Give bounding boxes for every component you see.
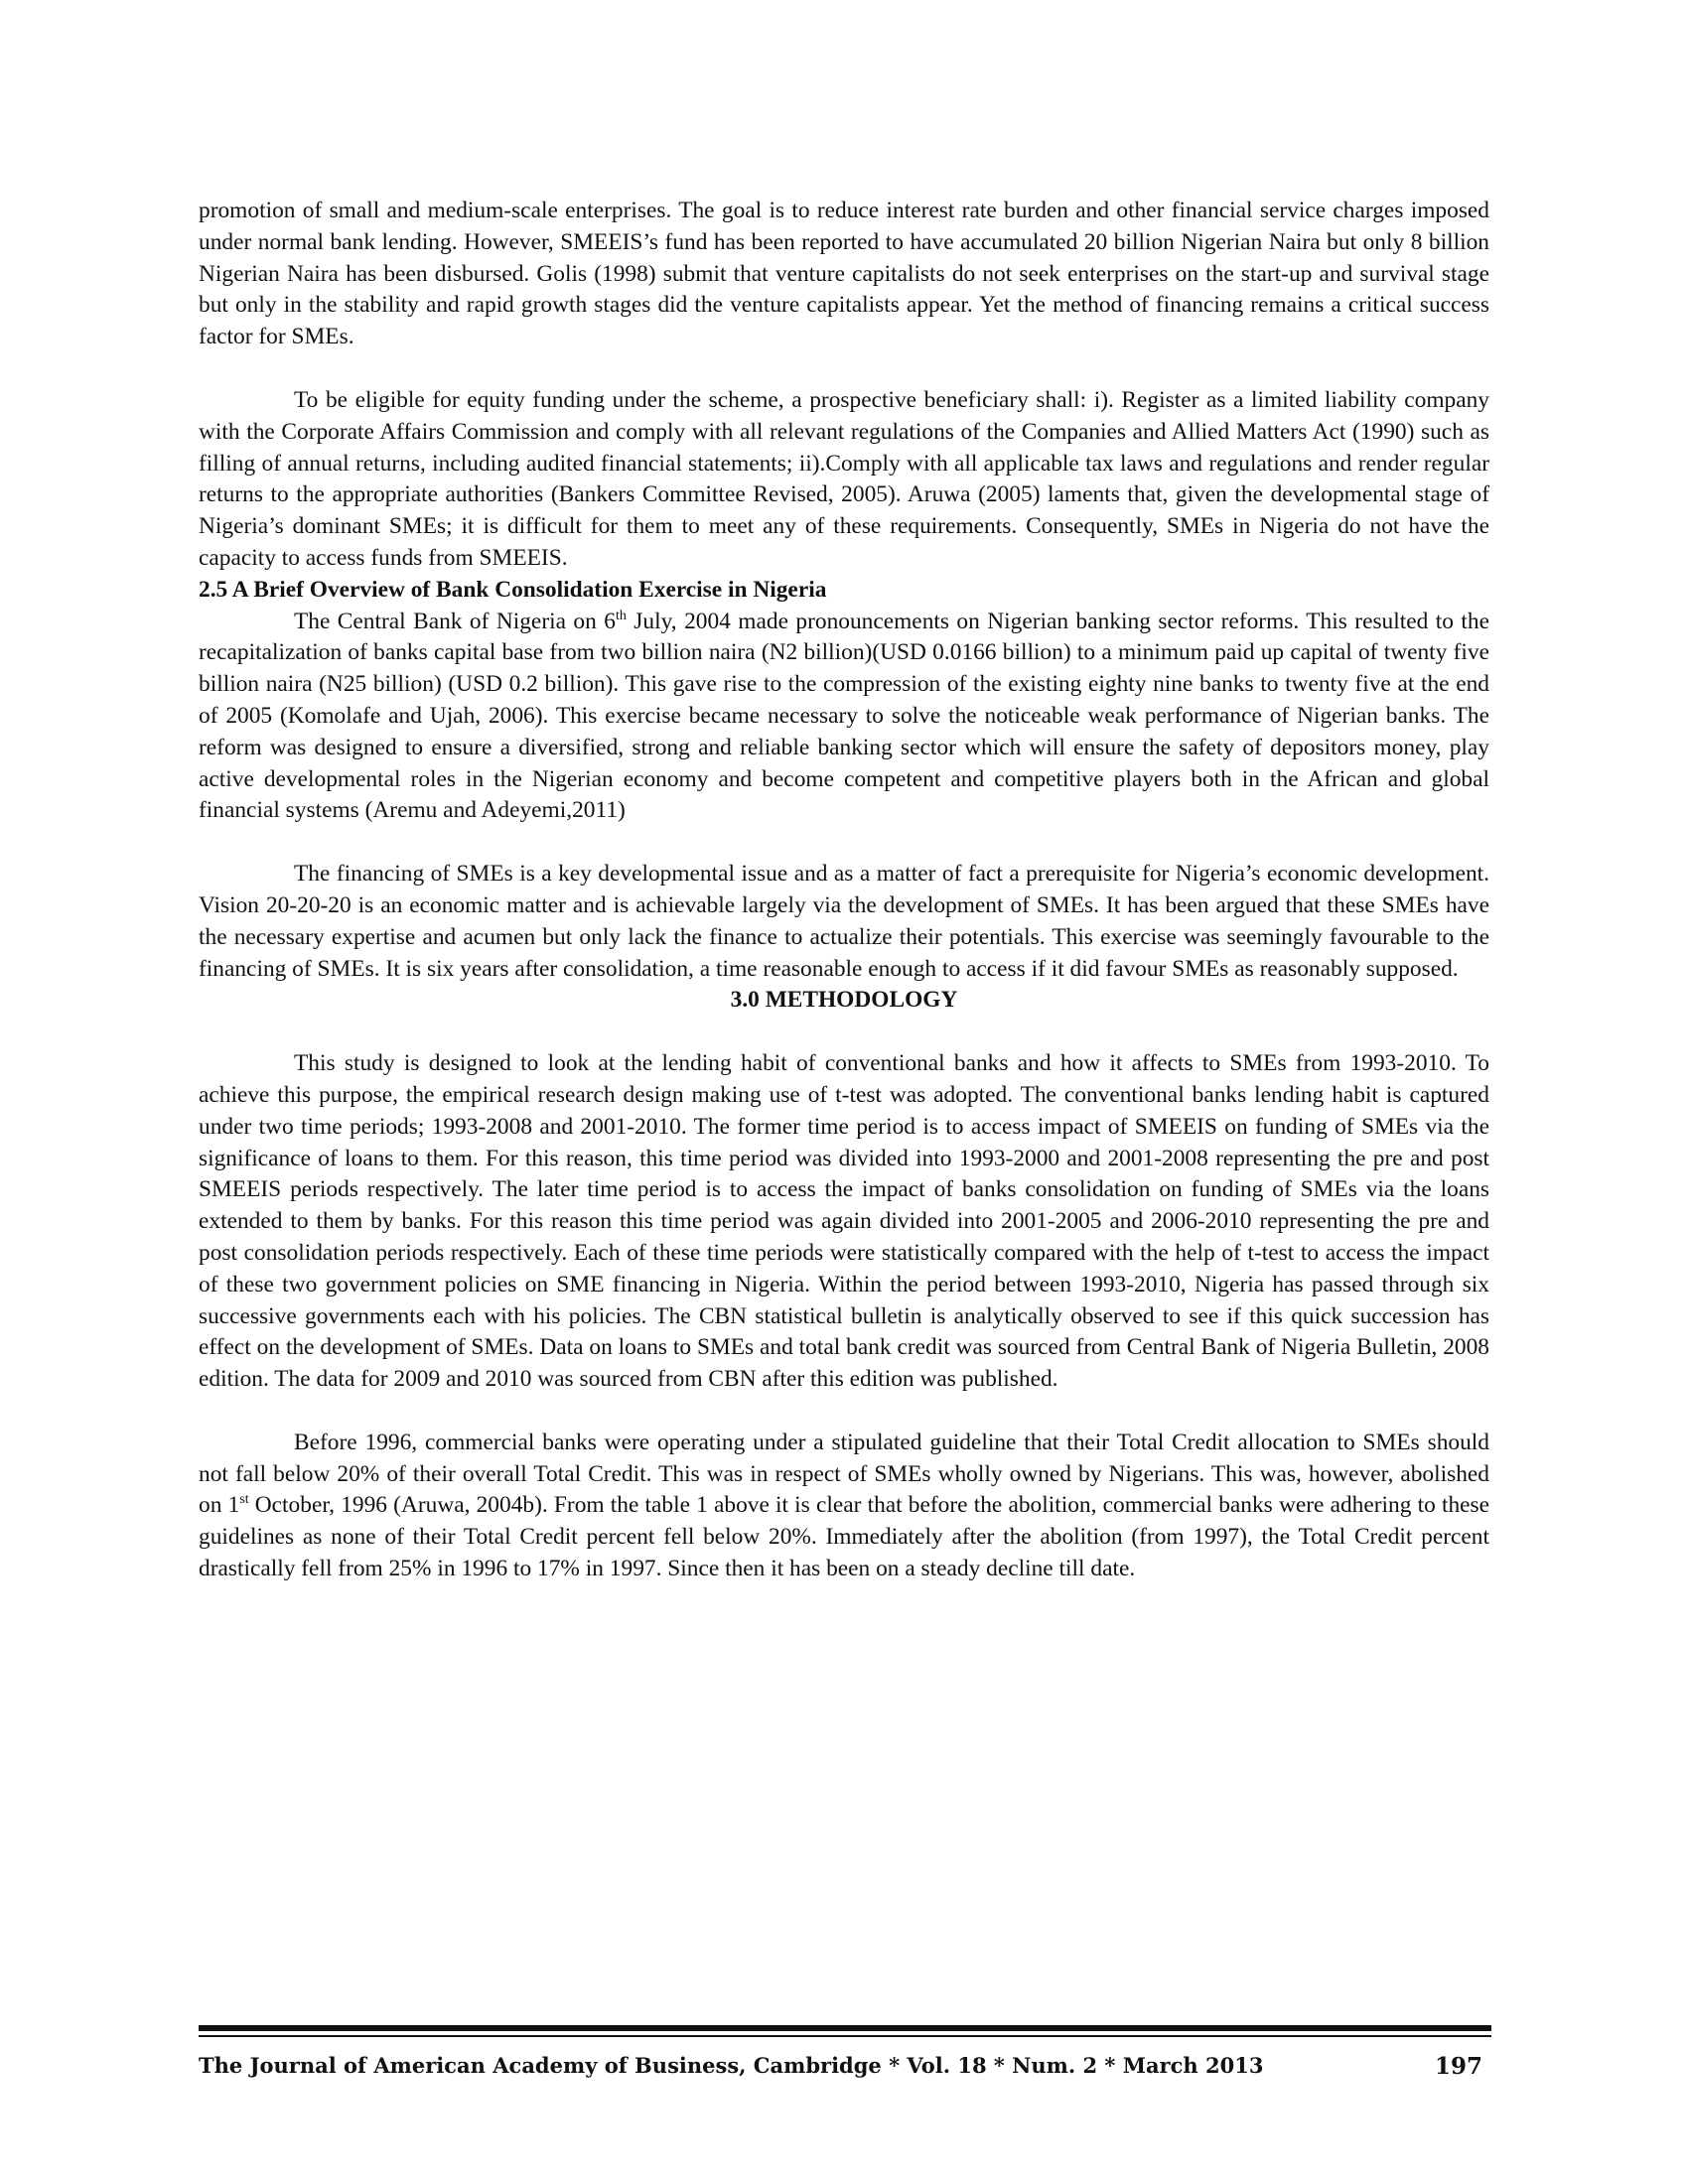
footer-rule-thin xyxy=(199,2035,1491,2037)
paragraph-methodology: This study is designed to look at the lending habit of conventional banks and how it affects to SMEs from 1993-2010. To achieve this purpose, the empirical research design making use of t-test was adopted. The conventional banks lending habit is captured under two time periods; 1993-2008 and 2001-2010. The former time period is to access impact of SMEEIS on funding of SMEs via the significance of loans to them. For this reason, this time period was divided into 1993-2000 and 2001-2008 representing the pre and post SMEEIS periods respectively. The later time period is to access the impact of banks consolidation on funding of SMEs via the loans extended to them by banks. For this reason this time period was again divided into 2001-2005 and 2006-2010 representing the pre and post consolidation periods respectively. Each of these time periods were statistically compared with the help of t-test to access the impact of these two government policies on SME financing in Nigeria. Within the period between 1993-2010, Nigeria has passed through six successive governments each with his policies. The CBN statistical bulletin is analytically observed to see if this quick succession has effect on the development of SMEs. Data on loans to SMEs and total bank credit was sourced from Central Bank of Nigeria Bulletin, 2008 edition. The data for 2009 and 2010 was sourced from CBN after this edition was published. xyxy=(199,1050,1489,1393)
page-body xyxy=(199,196,1489,1585)
paragraph-consolidation-part-1: The Central Bank of Nigeria on 6 xyxy=(294,608,616,634)
section-heading-2-5: 2.5 A Brief Overview of Bank Consolidation Exercise in Nigeria xyxy=(199,576,827,603)
paragraph-guidelines-part-1: Before 1996, commercial banks were operating under a stipulated guideline that their Total Credit allocation to SMEs should not fall below 20% of their overall Total Credit. This was in respect of SMEs wholly owned by Nigerians. This was, however, abolished on 1 xyxy=(199,1429,1489,1519)
paragraph-consolidation-part-2: July, 2004 made pronouncements on Nigerian banking sector reforms. This resulted to the recapitalization of banks capital base from two billion naira (N2 billion)(USD 0.0166 billion) to a minimum paid up capital of twenty five billion naira (N25 billion) (USD 0.2 billion). This gave rise to the compression of the existing eighty nine banks to twenty five at the end of 2005 (Komolafe and Ujah, 2006). This exercise became necessary to solve the noticeable weak performance of Nigerian banks. The reform was designed to ensure a diversified, strong and reliable banking sector which will ensure the safety of depositors money, play active developmental roles in the Nigerian economy and become competent and competitive players both in the African and global financial systems (Aremu and Adeyemi,2011) xyxy=(199,608,1489,824)
paragraph-sme-financing: The financing of SMEs is a key developmental issue and as a matter of fact a prerequisite for Nigeria’s economic development. Vision 20-20-20 is an economic matter and is achievable largely via the development of SMEs. It has been argued that these SMEs have the necessary expertise and acumen but only lack the finance to actualize their potentials. This exercise was seemingly favourable to the financing of SMEs. It is six years after consolidation, a time reasonable enough to access if it did favour SMEs as reasonably supposed. xyxy=(199,861,1489,982)
section-heading-3-0: 3.0 METHODOLOGY xyxy=(730,987,958,1014)
paragraph-consolidation xyxy=(199,607,1489,828)
footer-journal-citation: The Journal of American Academy of Business, Cambridge * Vol. 18 * Num. 2 * March 2013 xyxy=(199,2053,1264,2078)
footer-page-number: 197 xyxy=(1435,2053,1483,2080)
paragraph-guidelines-part-2: October, 1996 (Aruwa, 2004b). From the table 1 above it is clear that before the abolition, commercial banks were adhering to these guidelines as none of their Total Credit percent fell below 20%. Immediately after the abolition (from 1997), the Total Credit percent drastically fell from 25% in 1996 to 17% in 1997. Since then it has been on a steady decline till date. xyxy=(199,1492,1489,1582)
footer-rule-thick xyxy=(199,2025,1491,2031)
superscript-st: st xyxy=(239,1492,249,1508)
paragraph-guidelines xyxy=(199,1428,1489,1585)
paragraph-eligibility: To be eligible for equity funding under the scheme, a prospective beneficiary shall: i). Register as a limited liability company with the Corporate Affairs Commission and comply with all relevant regulations of the Companies and Allied Matters Act (1990) such as filling of annual returns, including audited financial statements; ii).Comply with all applicable tax laws and regulations and render regular returns to the appropriate authorities (Bankers Committee Revised, 2005). Aruwa (2005) laments that, given the developmental stage of Nigeria’s dominant SMEs; it is difficult for them to meet any of these requirements. Consequently, SMEs in Nigeria do not have the capacity to access funds from SMEEIS. xyxy=(199,386,1489,571)
superscript-th: th xyxy=(615,608,627,623)
paragraph-smeeis-intro: promotion of small and medium-scale enterprises. The goal is to reduce interest rate burden and other financial service charges imposed under normal bank lending. However, SMEEIS’s fund has been reported to have accumulated 20 billion Nigerian Naira but only 8 billion Nigerian Naira has been disbursed. Golis (1998) submit that venture capitalists do not seek enterprises on the start-up and survival stage but only in the stability and rapid growth stages did the venture capitalists appear. Yet the method of financing remains a critical success factor for SMEs. xyxy=(199,198,1489,350)
